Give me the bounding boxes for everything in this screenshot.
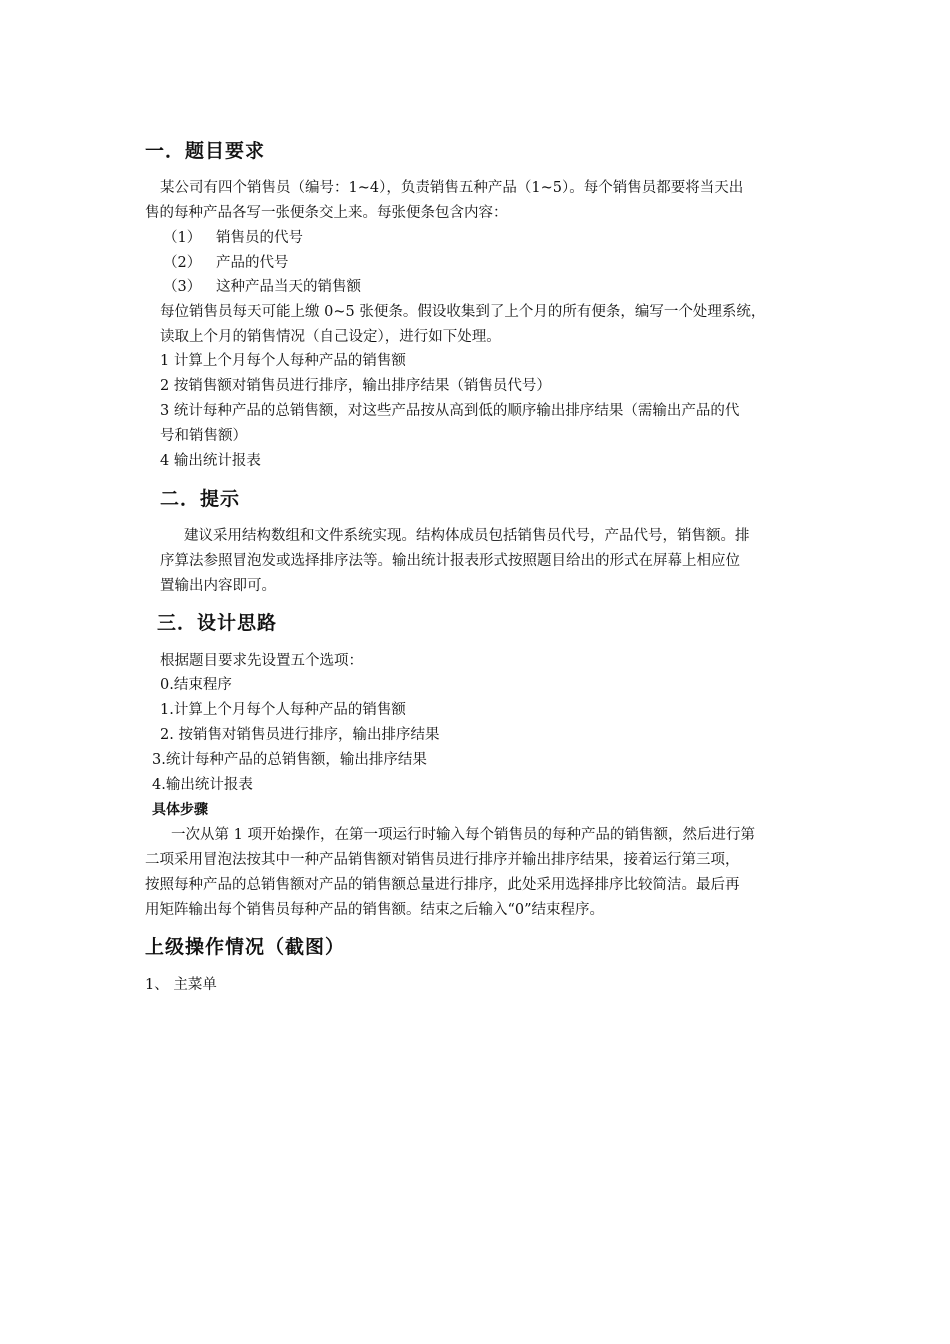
list-item-text: 产品的代号	[216, 255, 289, 271]
paragraph-line: 根据题目要求先设置五个选项：	[160, 653, 363, 669]
paragraph-line: 售的每种产品各写一张便条交上来。每张便条包含内容：	[145, 205, 508, 221]
menu-option: 3.统计每种产品的总销售额，输出排序结果	[152, 752, 427, 768]
section-heading-hints: 二．提示	[160, 488, 241, 510]
list-item-number: （2）	[163, 255, 202, 271]
paragraph-line: 用矩阵输出每个销售员每种产品的销售额。结束之后输入“0”结束程序。	[145, 902, 605, 918]
paragraph-line: 读取上个月的销售情况（自己设定），进行如下处理。	[160, 329, 501, 345]
section-heading-requirements: 一．题目要求	[145, 140, 266, 162]
menu-option: 2. 按销售对销售员进行排序，输出排序结果	[160, 727, 440, 743]
paragraph-line: 二项采用冒泡法按其中一种产品销售额对销售员进行排序并输出排序结果，接着运行第三项，	[145, 852, 740, 868]
subheading-steps: 具体步骤	[152, 802, 208, 818]
list-item-text: 销售员的代号	[216, 230, 303, 246]
requirement-step: 3 统计每种产品的总销售额，对这些产品按从高到低的顺序输出排序结果（需输出产品的代	[160, 403, 740, 419]
list-item-number: （1）	[163, 230, 202, 246]
section-heading-design: 三．设计思路	[157, 612, 278, 634]
paragraph-line: 按照每种产品的总销售额对产品的销售额总量进行排序，此处采用选择排序比较简洁。最后再	[145, 877, 740, 893]
list-item: 1、 主菜单	[145, 977, 217, 993]
list-item-text: 这种产品当天的销售额	[216, 279, 361, 295]
paragraph-line: 某公司有四个销售员（编号：1~4），负责销售五种产品（1~5）。每个销售员都要将当天出	[160, 180, 744, 196]
requirement-step: 号和销售额）	[160, 428, 247, 444]
paragraph-line: 每位销售员每天可能上缴 0~5 张便条。假设收集到了上个月的所有便条，编写一个处理系统，	[160, 304, 766, 320]
menu-option: 0.结束程序	[160, 677, 232, 693]
list-item-number: （3）	[163, 279, 202, 295]
section-heading-screenshots: 上级操作情况（截图）	[145, 936, 346, 958]
paragraph-line: 置输出内容即可。	[160, 578, 276, 594]
requirement-step: 2 按销售额对销售员进行排序，输出排序结果（销售员代号）	[160, 378, 551, 394]
paragraph-line: 序算法参照冒泡发或选择排序法等。输出统计报表形式按照题目给出的形式在屏幕上相应位	[160, 553, 740, 569]
requirement-step: 1 计算上个月每个人每种产品的销售额	[160, 353, 406, 369]
paragraph-line: 一次从第 1 项开始操作，在第一项运行时输入每个销售员的每种产品的销售额，然后进行第	[171, 827, 755, 843]
paragraph-line: 建议采用结构数组和文件系统实现。结构体成员包括销售员代号，产品代号，销售额。排	[184, 528, 750, 544]
menu-option: 1.计算上个月每个人每种产品的销售额	[160, 702, 406, 718]
menu-option: 4.输出统计报表	[152, 777, 253, 793]
requirement-step: 4 输出统计报表	[160, 453, 261, 469]
